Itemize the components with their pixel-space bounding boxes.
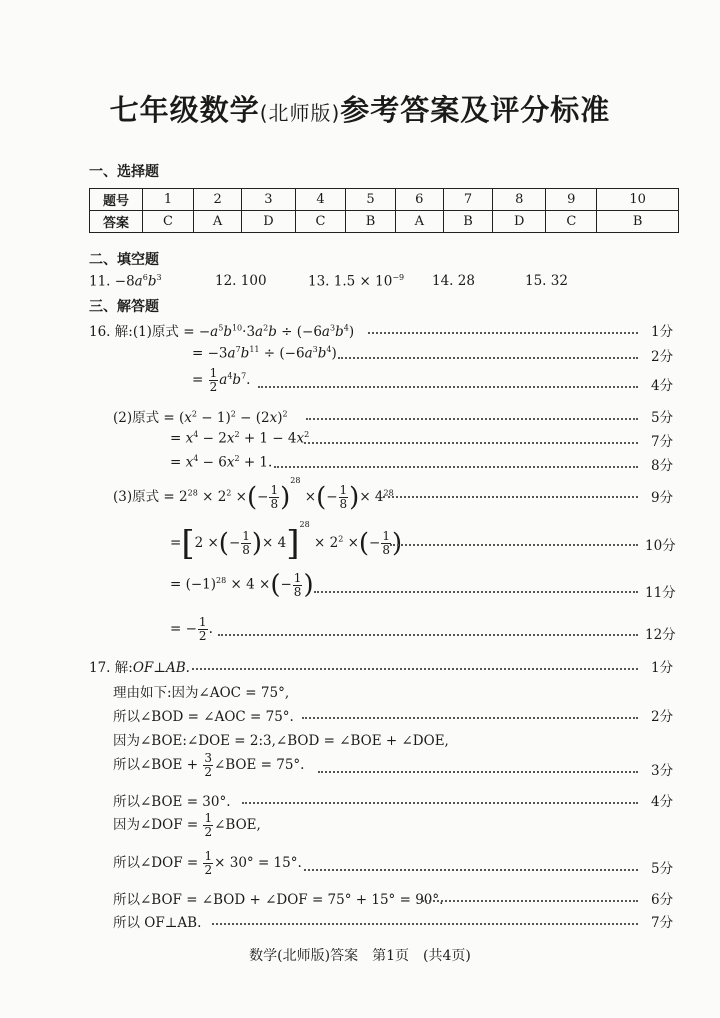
table-cell: A — [395, 211, 443, 233]
table-cell: C — [295, 211, 346, 233]
q16-part2-line-1: (2)原式 = $(x^2 - 1)^2 - (2x)^2$ — [113, 409, 288, 426]
table-cell: D — [242, 211, 295, 233]
leader-dots — [218, 634, 638, 636]
q17-line-8: 所以∠DOF = $\frac{1}{2}$ × 30° = 15°. — [113, 849, 302, 877]
leader-dots — [383, 496, 638, 498]
table-row-answers — [90, 211, 679, 233]
q17-line-2: 理由如下:因为∠AOC = 75°, — [113, 685, 290, 701]
title-main: 七年级数学 — [109, 93, 260, 127]
table-cell: B — [597, 211, 679, 233]
q16-part3-line-4: = − $\frac{1}{2}$ . — [170, 615, 213, 643]
q16-part1-label: (1)原式 = — [132, 324, 195, 340]
table-cell: 10 — [597, 189, 679, 211]
table-cell: 9 — [546, 189, 597, 211]
fill-answer-15: 15. 32 — [525, 273, 568, 289]
score-label: 12分 — [645, 627, 676, 643]
score-label: 5分 — [651, 861, 674, 877]
table-cell: C — [143, 211, 194, 233]
table-row-numbers — [90, 189, 679, 211]
leader-dots — [212, 923, 638, 925]
score-label: 4分 — [651, 378, 674, 394]
q17-line-5-start: 所以∠BOE + — [113, 757, 199, 773]
q16-part2-line-3: = $x^4 - 6x^2 + 1$. — [170, 454, 273, 471]
q17-line-6: 所以∠BOE = 30°. — [113, 794, 231, 810]
table-cell: C — [546, 211, 597, 233]
title-edition: (北师版) — [259, 101, 341, 125]
page-title — [0, 88, 720, 129]
score-label: 11分 — [645, 585, 676, 601]
table-cell: D — [493, 211, 546, 233]
q16-part2-line-2: = $x^4 - 2x^2 + 1 - 4x^2$ — [170, 430, 310, 447]
fill-13-label: 13. 1.5 × 10 — [308, 273, 393, 290]
q17-line-5: 所以∠BOE + $\frac{3}{2}$ ∠BOE = 75°. — [113, 751, 305, 779]
q17-line-7-end: ∠BOE, — [214, 817, 261, 833]
q16-part3-line-2: =[2 ×(− $\frac{1}{8}$ )× $4]^{28} \times 2^2$ ×(− $\frac{1}{8}$ ) — [170, 520, 403, 564]
section-fill-heading: 二、填空题 — [89, 252, 159, 268]
q17-line-4: 因为∠BOE:∠DOE = 2:3,∠BOD = ∠BOE + ∠DOE, — [113, 733, 449, 749]
table-cell: 8 — [493, 189, 546, 211]
q17-conclusion: OF⊥AB. — [132, 660, 190, 676]
score-label: 7分 — [651, 434, 674, 450]
q17-line-7-start: 因为∠DOF = — [113, 817, 199, 833]
q16-line-3: = $\frac{1}{2}$ $a^4b^7$. — [192, 366, 251, 394]
q16-part3-line-1: (3)原式 = $2^{28} \times 2^2$ ×(− $\frac{1}{8}$ )$^{28}$ ×(− $\frac{1}{8}$ )× $4^{28}$ — [113, 476, 394, 513]
row-header-number: 题号 — [90, 189, 143, 211]
score-label: 7分 — [651, 915, 674, 931]
table-cell: 7 — [443, 189, 492, 211]
q17-line-1 — [89, 656, 190, 676]
q16-line-2: = $-3a^7b^{11} \div (-6a^3b^4)$ — [192, 345, 337, 362]
table-cell: 3 — [242, 189, 295, 211]
score-label: 10分 — [645, 538, 676, 554]
fill-answer-14: 14. 28 — [432, 273, 475, 289]
table-cell: 4 — [295, 189, 346, 211]
leader-dots — [258, 386, 638, 388]
q17-line-8-end: × 30° = 15°. — [214, 855, 302, 871]
leader-dots — [422, 900, 638, 902]
table-cell: A — [193, 211, 241, 233]
leader-dots — [306, 418, 638, 420]
leader-dots — [242, 802, 638, 804]
score-label: 5分 — [651, 410, 674, 426]
q17-line-9: 所以∠BOF = ∠BOD + ∠DOF = 75° + 15° = 90°. — [113, 892, 444, 908]
score-label: 6分 — [651, 892, 674, 908]
page-footer: 数学(北师版)答案 第1页 (共4页) — [249, 948, 471, 964]
q17-line-7: 因为∠DOF = $\frac{1}{2}$ ∠BOE, — [113, 811, 261, 839]
table-cell: 6 — [395, 189, 443, 211]
q17-line-8-start: 所以∠DOF = — [113, 855, 199, 871]
leader-dots — [302, 717, 638, 719]
score-label: 9分 — [651, 490, 674, 506]
table-cell: 5 — [346, 189, 395, 211]
fill-answer-13 — [308, 273, 404, 290]
score-label: 2分 — [651, 349, 674, 365]
title-rest: 参考答案及评分标准 — [340, 93, 611, 127]
q17-line-5-end: ∠BOE = 75°. — [213, 757, 305, 773]
table-cell: 1 — [143, 189, 194, 211]
q16-part2-label: (2)原式 = — [113, 410, 175, 426]
leader-dots — [368, 332, 638, 334]
leader-dots — [304, 869, 638, 871]
q17-label: 17. 解: — [89, 660, 133, 676]
answer-table — [89, 188, 679, 233]
score-label: 2分 — [651, 709, 674, 725]
score-label: 3分 — [651, 763, 674, 779]
table-cell: B — [346, 211, 395, 233]
q16-line-1: 16. 解:(1)原式 = $-a^5b^{10}\cdot 3a^2b \div (-6a^3b^4)$ — [89, 323, 355, 340]
fill-13-exponent: −9 — [392, 273, 405, 282]
section-solve-heading: 三、解答题 — [89, 299, 159, 315]
q17-line-3: 所以∠BOD = ∠AOC = 75°. — [113, 709, 294, 725]
section-choice-heading: 一、选择题 — [89, 164, 159, 180]
table-cell: B — [443, 211, 492, 233]
q16-part3-label: (3)原式 = — [113, 489, 175, 505]
row-header-answer: 答案 — [90, 211, 143, 233]
leader-dots — [390, 544, 638, 546]
q17-line-10: 所以 OF⊥AB. — [113, 915, 202, 931]
leader-dots — [338, 357, 638, 359]
score-label: 4分 — [651, 794, 674, 810]
fill-answer-11: 11. $-8a^6b^3$ — [89, 273, 162, 290]
score-label: 1分 — [651, 324, 674, 340]
leader-dots — [274, 466, 638, 468]
q16-label: 16. 解: — [89, 324, 133, 340]
fill-11-label: 11. −8 — [89, 273, 135, 290]
leader-dots — [192, 668, 638, 670]
score-label: 1分 — [651, 660, 674, 676]
fill-answer-12: 12. 100 — [215, 273, 267, 289]
table-cell: 2 — [193, 189, 241, 211]
q16-part3-line-3: = $(-1)^{28} \times 4$ ×(− $\frac{1}{8}$ ) — [170, 570, 314, 600]
score-label: 8分 — [651, 458, 674, 474]
leader-dots — [304, 442, 638, 444]
leader-dots — [314, 591, 638, 593]
leader-dots — [318, 771, 638, 773]
